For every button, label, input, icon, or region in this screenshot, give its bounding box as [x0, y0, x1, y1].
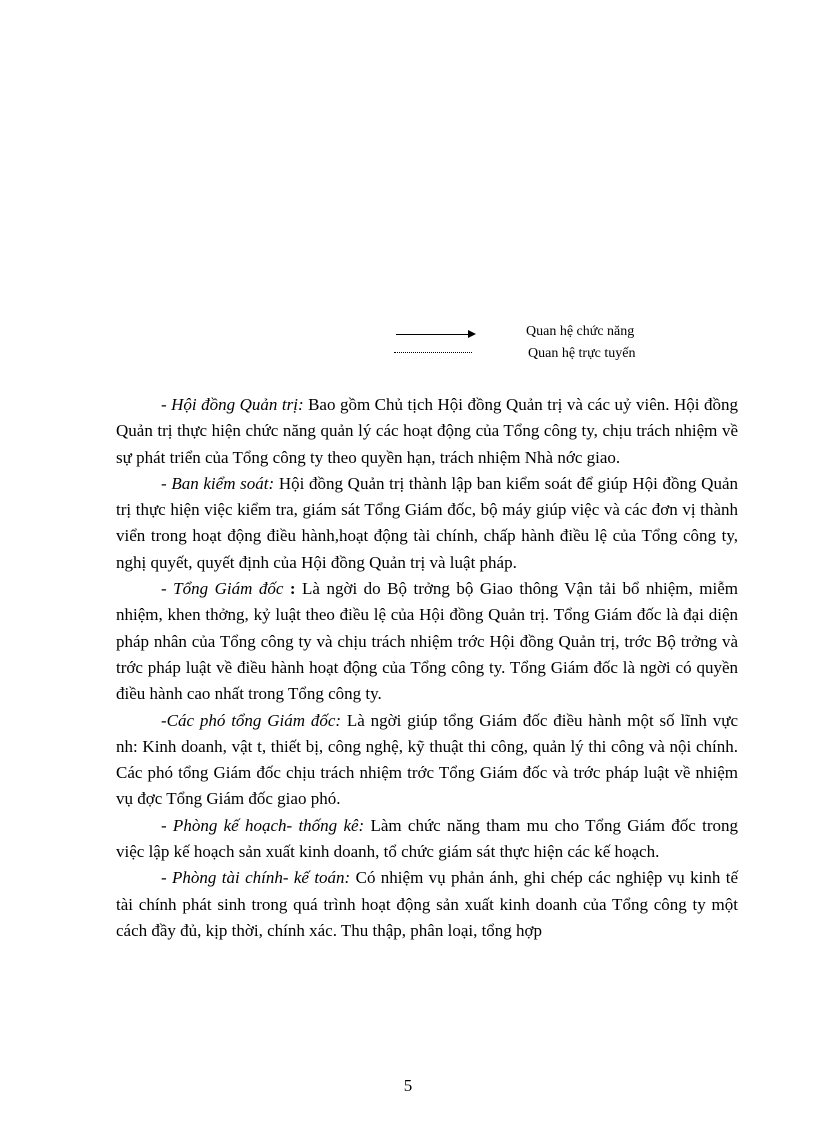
paragraph-ban-kiem-soat [116, 471, 738, 576]
body-text [116, 392, 738, 944]
dotted-line [394, 352, 472, 353]
arrow-right-icon [468, 330, 476, 338]
paragraph-term: - Ban kiểm soát: [161, 473, 275, 493]
paragraph-term: - Hội đồng Quản trị: [161, 395, 304, 414]
legend-direct-label: Quan hệ trực tuyến [528, 346, 636, 361]
legend-functional-label: Quan hệ chức năng [526, 324, 635, 339]
paragraph-term-suffix: : [283, 579, 296, 599]
legend-direct [390, 346, 690, 366]
legend-functional [390, 324, 690, 344]
paragraph-text: Làm chức năng tham mu cho Tổng Giám đốc trong việc lập kế hoạch sản xuất kinh doanh, tổ chức giám sát thực hiện các kế hoạch. [116, 815, 738, 862]
paragraph-text: Là ngời giúp tổng Giám đốc điều hành một số lĩnh vực nh: Kinh doanh, vật t, thiết bị, công nghệ, kỹ thuật thi công, quản lý thi công và nội chính. Các phó tổng Giám đốc chịu trách nhiệm trớc Tổng Giám đốc và trớc pháp luật về nhiệm vụ đợc Tổng Giám đốc giao phó. [116, 710, 738, 809]
paragraph-text: Có nhiệm vụ phản ánh, ghi chép các nghiệp vụ kinh tế tài chính phát sinh trong quá trình hoạt động sản xuất kinh doanh của Tổng công ty một cách đầy đủ, kịp thời, chính xác. Thu thập, phân loại, tổng hợp [116, 868, 738, 940]
paragraph-phong-tai-chinh [116, 865, 738, 944]
paragraph-term: - Tổng Giám đốc [161, 579, 284, 599]
paragraph-text: Hội đồng Quản trị thành lập ban kiểm soát để giúp Hội đồng Quản trị thực hiện việc kiểm tra, giám sát Tổng Giám đốc, bộ máy giúp việc và các đơn vị thành viển trong hoạt động điều hành,hoạt động tài chính, chấp hành điều lệ của Tổng công ty, nghị quyết, quyết định của Hội đồng Quản trị và luật pháp. [116, 473, 739, 572]
paragraph-term: - Phòng kế hoạch- thống kê: [161, 815, 365, 835]
paragraph-tong-giam-doc [116, 576, 738, 707]
paragraph-text: Là ngời do Bộ trởng bộ Giao thông Vận tải bổ nhiệm, miễm nhiệm, khen thởng, kỷ luật theo điều lệ của Hội đồng Quản trị. Tổng Giám đốc là đại diện pháp nhân của Tổng công ty và chịu trách nhiệm trớc Hội đồng Quản trị, trớc Bộ trởng và trớc pháp luật về điều hành hoạt động của Tổng công ty. Tổng Giám đốc là ngời có quyền điều hành cao nhất trong Tổng công ty. [116, 579, 738, 704]
paragraph-pho-tong-giam-doc [116, 708, 738, 813]
paragraph-phong-ke-hoach [116, 813, 738, 866]
paragraph-term: -Các phó tổng Giám đốc: [161, 710, 342, 730]
paragraph-text: Bao gồm Chủ tịch Hội đồng Quản trị và các uỷ viên. Hội đồng Quản trị thực hiện chức năng quản lý các hoạt động của Tổng công ty, chịu trách nhiệm về sự phát triển của Tổng công ty theo quyền hạn, trách nhiệm Nhà nớc giao. [116, 395, 738, 467]
solid-arrow-line [396, 334, 470, 335]
legend [390, 322, 690, 366]
paragraph-term: - Phòng tài chính- kế toán: [161, 868, 351, 888]
paragraph-hoi-dong-quan-tri [116, 392, 738, 471]
page-number: 5 [403, 1076, 413, 1095]
